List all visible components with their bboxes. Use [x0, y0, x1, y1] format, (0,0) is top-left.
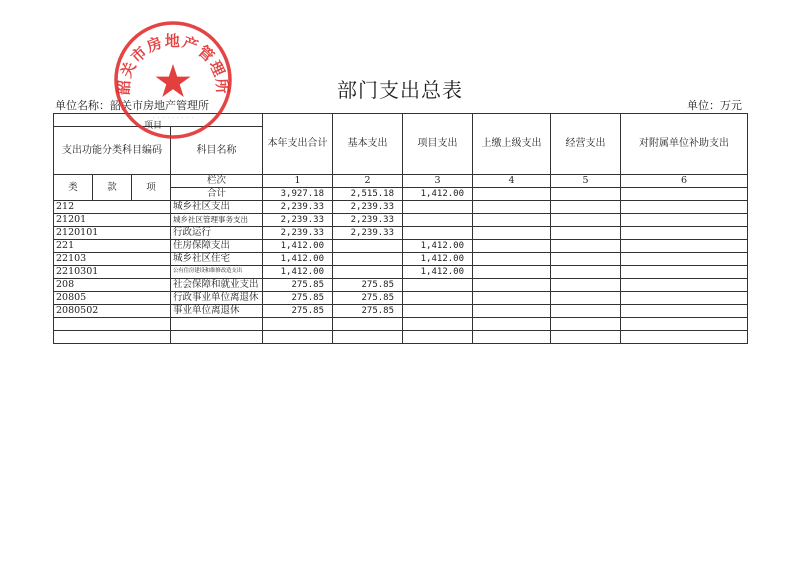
row-project	[403, 279, 473, 292]
unit-name-label: 单位名称：韶关市房地产管理所	[55, 99, 209, 112]
row-code: 221	[54, 240, 171, 253]
row-name: 事业单位离退休	[171, 305, 263, 318]
table-row	[54, 240, 748, 253]
header-lanci: 栏次	[171, 175, 263, 188]
row-name: 城乡社区管理事务支出	[171, 214, 263, 227]
row-total: 1,412.00	[263, 253, 333, 266]
row-code: 212	[54, 201, 171, 214]
col-number: 4	[473, 175, 551, 188]
row-basic: 275.85	[333, 292, 403, 305]
table-row	[54, 292, 748, 305]
header-subsidy: 对附属单位补助支出	[621, 114, 748, 175]
expenditure-table	[53, 113, 748, 344]
header-name: 科目名称	[171, 127, 263, 175]
row-name: 行政事业单位离退休	[171, 292, 263, 305]
star-icon	[156, 64, 191, 97]
row-project	[403, 305, 473, 318]
empty-row	[54, 331, 748, 344]
col-number: 3	[403, 175, 473, 188]
row-code: 20805	[54, 292, 171, 305]
table-row	[54, 305, 748, 318]
header-project: 项目支出	[403, 114, 473, 175]
total-row-basic: 2,515.18	[333, 188, 403, 201]
total-row-label: 合计	[171, 188, 263, 201]
row-code: 21201	[54, 214, 171, 227]
row-name: 住房保障支出	[171, 240, 263, 253]
row-total: 275.85	[263, 292, 333, 305]
header-business: 经营支出	[551, 114, 621, 175]
col-number: 2	[333, 175, 403, 188]
row-basic: 2,239.33	[333, 227, 403, 240]
row-name: 城乡社区支出	[171, 201, 263, 214]
row-code: 2080502	[54, 305, 171, 318]
total-row-total: 3,927.18	[263, 188, 333, 201]
row-code: 22103	[54, 253, 171, 266]
row-project: 1,412.00	[403, 253, 473, 266]
header-lei: 类	[54, 175, 93, 201]
header-upper: 上缴上级支出	[473, 114, 551, 175]
header-code: 支出功能分类科目编码	[54, 127, 171, 175]
row-name: 公有住房建设和维修改造支出	[171, 266, 263, 279]
row-code: 208	[54, 279, 171, 292]
row-basic: 2,239.33	[333, 214, 403, 227]
table-row	[54, 253, 748, 266]
row-total: 275.85	[263, 305, 333, 318]
empty-row	[54, 318, 748, 331]
row-project	[403, 201, 473, 214]
row-project	[403, 292, 473, 305]
header-basic: 基本支出	[333, 114, 403, 175]
row-project	[403, 214, 473, 227]
row-basic	[333, 240, 403, 253]
row-total: 2,239.33	[263, 227, 333, 240]
table-row	[54, 214, 748, 227]
row-basic	[333, 266, 403, 279]
row-project: 1,412.00	[403, 266, 473, 279]
page-title: 部门支出总表	[337, 78, 463, 102]
header-xiang: 项	[132, 175, 171, 201]
row-basic: 275.85	[333, 279, 403, 292]
row-name: 社会保障和就业支出	[171, 279, 263, 292]
table-row	[54, 266, 748, 279]
svg-text:· · · · · · · · ·: · · · · · · · · ·	[152, 115, 194, 120]
row-total: 2,239.33	[263, 201, 333, 214]
row-code: 2210301	[54, 266, 171, 279]
col-number: 5	[551, 175, 621, 188]
header-top-label: 项目	[144, 121, 163, 131]
table-row	[54, 201, 748, 214]
row-basic	[333, 253, 403, 266]
header-total: 本年支出合计	[263, 114, 333, 175]
row-project: 1,412.00	[403, 240, 473, 253]
row-basic: 275.85	[333, 305, 403, 318]
header-kuan: 款	[93, 175, 132, 201]
total-row-project: 1,412.00	[403, 188, 473, 201]
row-total: 1,412.00	[263, 240, 333, 253]
row-total: 2,239.33	[263, 214, 333, 227]
stamp-text: 韶关市房地产管理所	[114, 31, 232, 96]
col-number: 6	[621, 175, 748, 188]
unit-of-measure-label: 单位：万元	[687, 99, 742, 112]
row-name: 城乡社区住宅	[171, 253, 263, 266]
row-project	[403, 227, 473, 240]
table-row	[54, 227, 748, 240]
row-total: 275.85	[263, 279, 333, 292]
official-seal-stamp	[111, 18, 235, 142]
row-name: 行政运行	[171, 227, 263, 240]
row-code: 2120101	[54, 227, 171, 240]
row-basic: 2,239.33	[333, 201, 403, 214]
row-total: 1,412.00	[263, 266, 333, 279]
col-number: 1	[263, 175, 333, 188]
table-row	[54, 279, 748, 292]
